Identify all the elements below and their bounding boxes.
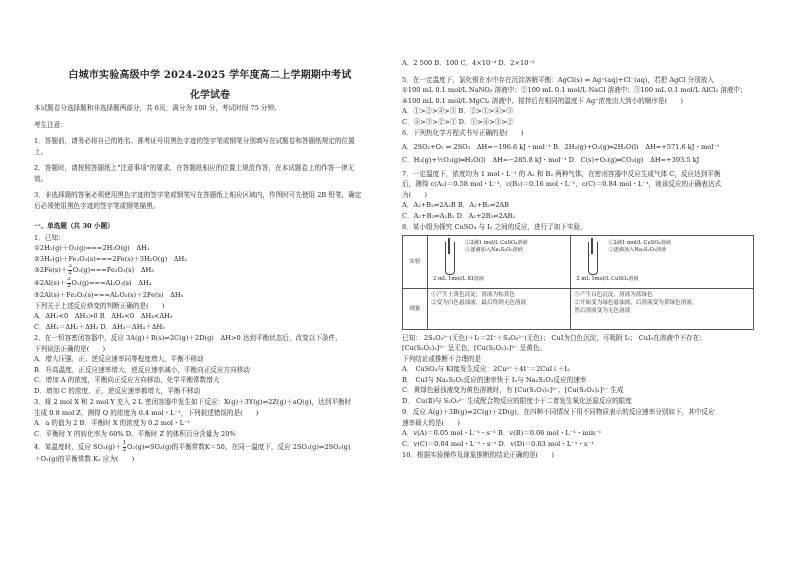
table-row-label: 实验 [403, 235, 428, 288]
question-1: 1．已知： [34, 233, 65, 242]
question-4: 4．某温度时，反应 SO₂(g)＋ $\frac{1}{2}$ O₂(g)⇌SO₃(g)的平衡常数K＝50。在同一温度下，反应 2SO₃(g)⇌2SO₂(g) [34, 440, 351, 453]
question-5: 5．在一定温度下，氯化银在水中存在沉淀溶解平衡：AgCl(s) ⇌ Ag⁺(aq)+Cl⁻(aq)，若把 AgCl 分别放入 [402, 75, 714, 84]
observation-1-cell [428, 288, 571, 329]
q5-line: ④100 mL 0.1 mol/L MgCl₂ 溶液中。搅拌后在相同的温度下 Ag⁺浓度由大到小的顺序是( ) [402, 96, 683, 105]
question-7: 7．一定温度下，浓度均为 1 mol・L⁻¹ 的 A₂ 和 B₂ 两种气体，在密闭容器中反应生成气体 C，反应达到平衡 [402, 169, 721, 178]
q1-stem: 下列关于上述反应焓变的判断正确的是( ) [34, 301, 165, 310]
q2-option-d: D．增加 C 的浓度，正、逆反应速率都增大，平衡不移动 [34, 386, 201, 395]
q8-option-c: C．黄绿色悬浊液变为黄色溶液时，有 [Cu(S₂O₃)₂]³⁻、[Cu(S₂O₃)₂]²⁻ 生成 [402, 386, 624, 394]
exp2-reagent: 2 mL 1mol/L CuSO₄溶液 [576, 275, 639, 282]
section-heading: 一、单选题（共 30 小题） [34, 222, 114, 230]
q3-stem: 生成 0.8 mol Z，测得 Q 的浓度为 0.4 mol・L⁻¹，下列叙述错误的是( ) [34, 408, 259, 417]
question-3: 3．将 2 mol X 和 2 mol Y 充入 2 L 密闭容器中发生如下反应：X(g)＋3Y(g)⇌2Z(g)＋aQ(g)，达到平衡时 [34, 398, 352, 406]
instruction-line: 1．答题前，请务必将自己的姓名、准考证号用黑色字迹的签字笔或钢笔分别填写在试题卷和答题纸规定的位置 [34, 137, 355, 145]
instruction-line: 效。 [34, 174, 48, 183]
known-line: 已知： 2S₂O₃²⁻(无色)＋I₂＝2I⁻＋S₄O₆²⁻(无色)； CuI为白色沉淀，可吸附 I₂； CuI₂在溶液中不存在； [402, 333, 706, 342]
q2-option-b: B．升高温度，正反应速率增大，逆反应速率减小，平衡向正反应方向移动 [34, 365, 250, 374]
exp1-reagent: 2 mL 1mol/L KI溶液 [433, 275, 485, 282]
q1-options-cd: C．ΔH₁＝ΔH₂＋ΔH₃ D．ΔH₃＝ΔH₄＋ΔH₅ [34, 322, 165, 331]
q7-line: 为( ) [402, 190, 427, 199]
q2-option-c: C．增加 A 的浓度，平衡向正反应方向移动，化学平衡常数增大 [34, 376, 220, 384]
page-title: 白城市实验高级中学 2024-2025 学年度高二上学期期中考试 [68, 70, 352, 81]
exp2-step-1: ①2滴1 mol/L CuSO₄溶液 [608, 239, 672, 246]
q1-eq-4: ④2Al(s)＋ $\frac{3}{2}$ O₂(g)===Al₂O₃(s) ΔH₄ [34, 277, 152, 289]
obs2-line: ①产生白色沉淀，溶液为蓝绿色 [574, 291, 653, 298]
question-2: 2．在一恒容密闭容器中，反应 3A(g)＋B(s)⇌2C(g)＋2D(g) ΔH>0 达到平衡状态后，改变以下条件， [34, 334, 342, 342]
question-8: 8．某小组为探究 CuSO₄ 与 I₂ 之间的反应，进行了如下实验。 [402, 223, 587, 231]
page-subtitle: 化学试卷 [190, 90, 230, 101]
q1-eq-1: ①2H₂(g)＋O₂(g)===2H₂O(g) ΔH₁ [34, 244, 150, 252]
q5-line: ①100 mL 0.1 mol/L NaNO₃ 溶液中；②100 mL 0.1 mol/L NaCl 溶液中；③100 mL 0.1 mol/L AlCl₃ 溶液中； [402, 86, 747, 94]
question-6: 6．下列热化学方程式书写正确的是( ) [402, 129, 524, 137]
q8-stem: 下列结论或推断不合理的是 [402, 354, 482, 363]
q8-option-b: B． CuI与 Na₂S₂O₃反应的速率快于 I₂与 Na₂S₂O₃反应的速率 [402, 375, 587, 384]
experiment-2-diagram [574, 238, 750, 286]
question-10: 10．根据实验操作及现象推断的结论正确的是( ) [402, 451, 555, 459]
q8-option-d: D． Cu(Ⅱ)与 S₂O₃²⁻ 生成配合物反应的限度小于二者发生氧化还原反应的限度 [402, 396, 632, 405]
q1-eq-3: ③2Fe(s)＋ $\frac{3}{2}$ O₂(g)===Fe₂O₃(s) ΔH₃ [34, 264, 154, 276]
q6-options-ab: A．2SO₂+O₂ ⇌ 2SO₃ ΔH=−196.6 kJ・mol⁻¹ B．2H₂(g)+O₂(g)═2H₂O(l) ΔH=+571.6 kJ・mol⁻¹ [402, 142, 720, 151]
q9-options-ab: A．v(A)＝0.05 mol・L⁻¹・s⁻¹ B．v(B)＝0.06 mol・L⁻¹・min⁻¹ [402, 429, 602, 437]
exp1-step-1: ①2滴1 mol/L CuSO₄溶液 [465, 239, 528, 246]
obs1-line: ②变为白色悬浊液，最后得到无色溶液 [431, 299, 527, 306]
obs2-line: 然后溶液变为无色溶液 [574, 307, 631, 314]
q7-line: 后，测得 c(A₂)＝0.58 mol・L⁻¹，c(B₂)＝0.16 mol・L⁻¹，c(C)＝0.84 mol・L⁻¹，则该反应的正确表达式 [402, 180, 722, 188]
instruction-line: 考生注意： [34, 120, 67, 129]
experiment-1-cell [428, 235, 571, 288]
left-column [34, 103, 386, 465]
q1-eq-5: ⑤2Al(s)＋Fe₂O₃(s)===Al₂O₃(s)＋2Fe(s) ΔH₅ [34, 291, 184, 299]
observation-2-cell [571, 288, 754, 329]
obs1-line: ①产生土黄色沉淀，溶液为棕黄色 [431, 291, 515, 298]
instruction-line: 3．非选择题的答案必须使用黑色字迹的签字笔或钢笔写在答题纸上相应区域内，作图时可先使用 2B 铅笔，确定 [34, 191, 362, 199]
experiment-1-diagram [431, 238, 567, 286]
question-9: 9．反应 A(g)＋3B(g)⇌2C(g)＋2D(g)，在四种不同情况下用不同物质表示的反应速率分别如下，其中反应 [402, 408, 715, 416]
q2-stem: 下列说法正确的是( ) [34, 344, 106, 353]
q5-options-ab: A．①>②>④>③ B．②>①>④>③ [402, 107, 513, 115]
instruction-line: 2．答题时，请按照答题纸上"注意事项"的要求，在答题纸相应的位置上规范作答，在本试题卷上的作答一律无 [34, 164, 355, 172]
instruction-line: 后必须使用黑色字迹的签字笔或钢笔描黑。 [34, 201, 160, 210]
q1-options-ab: A．ΔH₁<0 ΔH₃>0 B．ΔH₅<0 ΔH₄<ΔH₃ [34, 312, 173, 320]
right-column [402, 58, 764, 461]
q3-options-ab: A．a 的值为 2 B．平衡时 X 的浓度为 0.2 mol・L⁻¹ [34, 419, 191, 427]
q9-options-cd: C．v(C)＝0.04 mol・L⁻¹・s⁻¹ D．v(D)＝0.03 mol・L⁻¹・s⁻¹ [402, 439, 594, 448]
q7-options-ab: A．A₂+B₂⇌2A₂B B．A₂+B₂⇌2AB [402, 201, 510, 209]
q2-option-a: A．增大压强，正、逆反应速率同等程度增大，平衡不移动 [34, 355, 204, 363]
q3-options-cd: C．平衡时 Y 的转化率为 60% D．平衡时 Z 的体积百分含量为 20% [34, 429, 236, 438]
q5-options-cd: C．④>③>②>① D．①>④>③>② [402, 117, 514, 126]
obs2-line: ②开始变为绿色悬浊液，后溶液变为黄绿色溶液， [574, 299, 698, 306]
experiment-table [402, 235, 754, 330]
exp2-step-2: ②逐滴加入Na₂S₂O₃溶液 [608, 246, 667, 253]
exp1-step-2: ②逐滴加入Na₂S₂O₃溶液 [465, 246, 523, 253]
test-tube-icon [445, 242, 455, 275]
instruction-line: 本试题卷分选择题和非选择题两部分，共 6页，满分为 100 分，考试时间 75 分钟。 [34, 104, 281, 112]
q9-stem: 速率最大的是( ) [402, 418, 460, 427]
q1-eq-2: ②3H₂(g)＋Fe₂O₃(s)===2Fe(s)＋3H₂O(g) ΔH₂ [34, 254, 187, 263]
known-line: [Cu(S₂O₃)₂]³⁻ 呈无色，[Cu(S₂O₃)₂]²⁻ 呈黄色。 [402, 344, 547, 352]
table-row-label: 现象 [403, 288, 428, 329]
q4-stem: ＋O₂(g)的平衡常数 K₁ 应为( ) [34, 455, 135, 463]
test-tube-icon [588, 242, 598, 275]
q7-options-cd: C．A₂+B₂⇌A₂B₂ D．A₂+2B₂⇌2AB₂ [402, 211, 516, 220]
q8-option-a: A． CuSO₄与 KI能发生反应：2Cu²⁺＋4I⁻＝2CuI↓＋I₂ [402, 365, 570, 373]
q6-options-cd: C．H₂(g)+½O₂(g)═H₂O(l) ΔH=−285.8 kJ・mol⁻¹ D．C(s)+O₂(g)═CO₂(g) ΔH=+393.5 kJ [402, 156, 700, 164]
instruction-line: 上。 [34, 147, 48, 156]
q4-options: A．2 500 B．100 C．4×10⁻⁴ D．2×10⁻² [402, 59, 535, 67]
experiment-2-cell [571, 235, 754, 288]
